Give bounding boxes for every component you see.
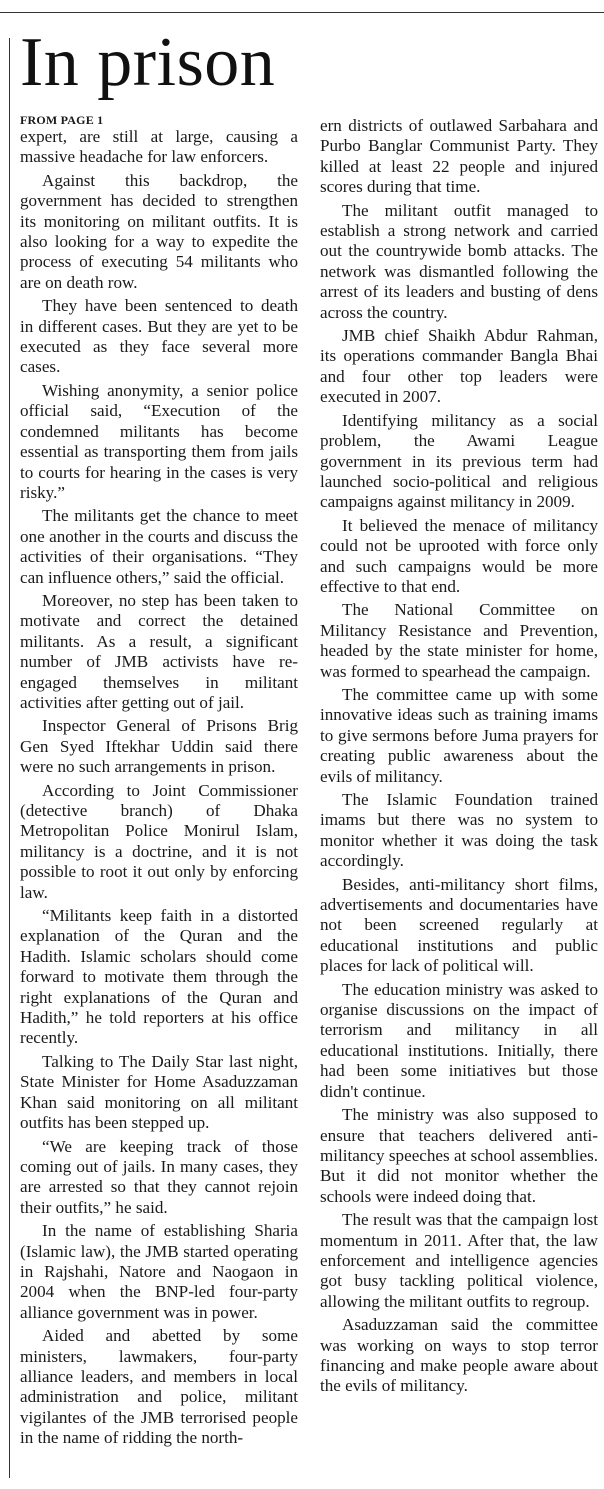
paragraph: Wishing anonymity, a senior police official said, “Execution of the condemned militants has become essential as transporting them from jails to courts for hearing in the cases is very risky.” (20, 380, 298, 502)
paragraph: Inspector General of Prisons Brig Gen Syed Iftekhar Uddin said there were no such arrangements in prison. (20, 716, 298, 777)
paragraph: They have been sentenced to death in different cases. But they are yet to be executed as they face several more cases. (20, 296, 298, 377)
headline: In prison (20, 24, 276, 101)
paragraph: Asaduzzaman said the committee was working on ways to stop terror financing and make people aware about the evils of militancy. (320, 1315, 598, 1396)
paragraph: In the name of establishing Sharia (Islamic law), the JMB started operating in Rajshahi, Natore and Naogaon in 2004 when the BNP-led four-party alliance government was in power. (20, 1221, 298, 1322)
left-column (20, 114, 298, 1452)
paragraph: The ministry was also supposed to ensure that teachers delivered anti-militancy speeches at school assemblies. But it did not monitor whether the schools were indeed doing that. (320, 1105, 598, 1206)
paragraph: The militants get the chance to meet one another in the courts and discuss the activities of their organisations. “They can influence others,” said the official. (20, 506, 298, 587)
paragraph: Talking to The Daily Star last night, State Minister for Home Asaduzzaman Khan said monitoring on all militant outfits has been stepped up. (20, 1051, 298, 1133)
paragraph: expert, are still at large, causing a massive headache for law enforcers. (20, 127, 298, 167)
paragraph: Moreover, no step has been taken to motivate and correct the detained militants. As a result, a significant number of JMB activists have re-engaged themselves in militant activities after getting out of jail. (20, 590, 298, 712)
paragraph: JMB chief Shaikh Abdur Rahman, its operations commander Bangla Bhai and four other top leaders were executed in 2007. (320, 326, 598, 407)
paragraph: “Militants keep faith in a distorted explanation of the Quran and the Hadith. Islamic scholars should come forward to motivate them through the right explanations of the Quran and Hadith,” he told reporters at his office recently. (20, 906, 298, 1048)
paragraph: According to Joint Commissioner (detective branch) of Dhaka Metropolitan Police Monirul Islam, militancy is a doctrine, and it is not possible to root it out only by enforcing law. (20, 780, 298, 902)
paragraph: The committee came up with some innovative ideas such as training imams to give sermons before Juma prayers for creating public awareness about the evils of militancy. (320, 684, 598, 786)
jump-label: FROM PAGE 1 (20, 113, 104, 127)
paragraph: The result was that the campaign lost momentum in 2011. After that, the law enforcement and intelligence agencies got busy tackling political violence, allowing the militant outfits to regroup. (320, 1210, 598, 1311)
top-rule (0, 12, 604, 13)
paragraph: The National Committee on Militancy Resistance and Prevention, headed by the state minister for home, was formed to spearhead the campaign. (320, 600, 598, 681)
paragraph: ern districts of outlawed Sarbahara and Purbo Banglar Communist Party. They killed at least 22 people and injured scores during that time. (320, 116, 598, 197)
paragraph: It believed the menace of militancy could not be uprooted with force only and such campaigns would be more effective to that end. (320, 515, 598, 596)
paragraph: Aided and abetted by some ministers, lawmakers, four-party alliance leaders, and members in local administration and police, militant vigilantes of the JMB terrorised people in the name of ridding the north- (20, 1326, 298, 1448)
paragraph: “We are keeping track of those coming out of jails. In many cases, they are arrested so that they cannot rejoin their outfits,” he said. (20, 1136, 298, 1217)
paragraph: Besides, anti-militancy short films, advertisements and documentaries have not been screened regularly at educational institutions and public places for lack of political will. (320, 874, 598, 976)
paragraph: The education ministry was asked to organise discussions on the impact of terrorism and militancy in all educational institutions. Initially, there had been some initiatives but those didn't continue. (320, 979, 598, 1101)
paragraph: Against this backdrop, the government has decided to strengthen its monitoring on militant outfits. It is also looking for a way to expedite the process of executing 54 militants who are on death row. (20, 170, 298, 292)
paragraph: Identifying militancy as a social problem, the Awami League government in its previous term had launched socio-political and religious campaigns against militancy in 2009. (320, 410, 598, 512)
left-column-rule (9, 38, 10, 1478)
right-column (320, 116, 598, 1400)
paragraph: The Islamic Foundation trained imams but there was no system to monitor whether it was doing the task accordingly. (320, 790, 598, 871)
paragraph: The militant outfit managed to establish a strong network and carried out the countrywide bomb attacks. The network was dismantled following the arrest of its leaders and busting of dens across the country. (320, 200, 598, 322)
